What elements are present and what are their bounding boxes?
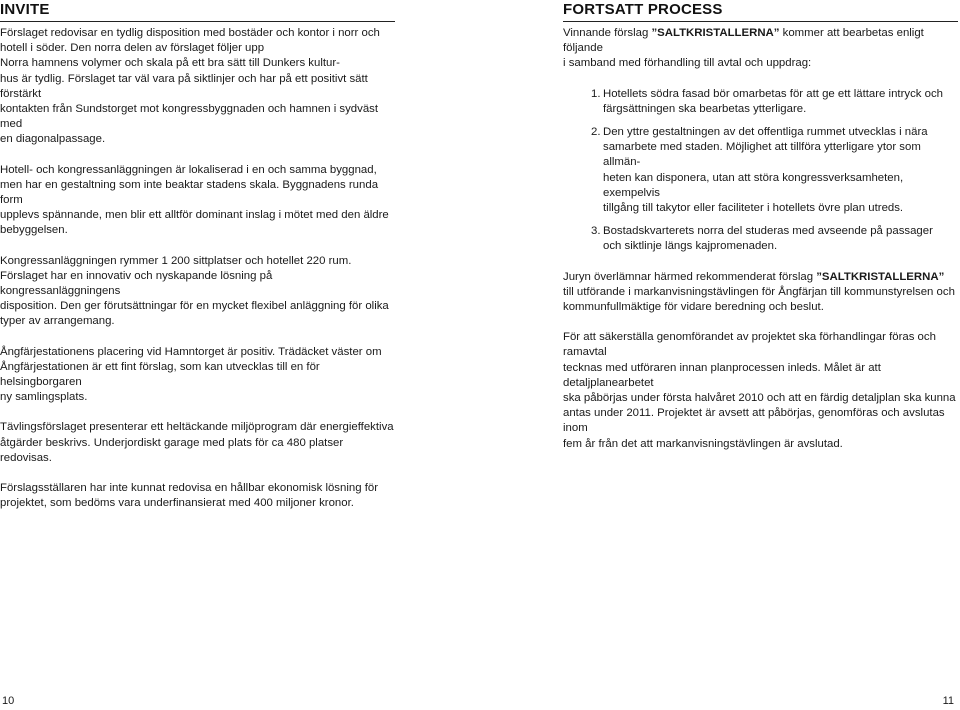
paragraph-ferry-station: Ångfärjestationens placering vid Hamntorget är positiv. Trädäcket väster om Ångfärjestationen är ett fint förslag, som kan utvecklas till en för helsingborgaren ny samlingsplats. [0, 345, 382, 404]
jury-text-after: till utförande i markanvisningstävlingen för Ångfärjan till kommunstyrelsen och kommunfullmäktige för vidare beredning och beslut. [563, 285, 955, 314]
list-number: 1. [591, 87, 601, 100]
page-number-right: 11 [942, 695, 954, 707]
list-item [563, 224, 958, 254]
heading-rule [0, 21, 395, 22]
paragraph-jury [563, 270, 958, 316]
page-number-left: 10 [2, 695, 15, 707]
list-number: 3. [591, 225, 601, 238]
paragraph-capacity: Kongressanläggningen rymmer 1 200 sittplatser och hotellet 220 rum. Förslaget har en innovativ och nyskapande lösning på kongressanläggningens disposition. Den ger förutsättningar för en mycket flexibel anläggning för olika typer av arrangemang. [0, 254, 389, 328]
list-text: Bostadskvarterets norra del studeras med avseende på passager och siktlinje längs kajpromenaden. [603, 225, 933, 253]
intro-text-before: Vinnande förslag [563, 27, 652, 39]
heading-rule [563, 21, 958, 22]
paragraph-environment: Tävlingsförslaget presenterar ett heltäckande miljöprogram där energieffektiva åtgärder beskrivs. Underjordiskt garage med plats för ca 480 platser redovisas. [0, 421, 394, 464]
paragraph-intro [563, 26, 958, 72]
list-number: 2. [591, 126, 601, 139]
right-column [563, 0, 958, 452]
winner-name: ”SALTKRISTALLERNA” [651, 27, 780, 39]
left-column [0, 0, 395, 511]
process-list [563, 87, 958, 255]
list-item [563, 87, 958, 117]
jury-text-before: Juryn överlämnar härmed rekommenderat förslag [563, 270, 817, 283]
recommended-name: ”SALTKRISTALLERNA” [816, 270, 945, 283]
paragraph-disposition: Förslaget redovisar en tydlig disposition med bostäder och kontor i norr och hotell i söder. Den norra delen av förslaget följer upp Norra hamnens volymer och skala på ett bra sätt till Dunkers kultur- hus är tydlig. Förslaget tar väl vara på siktlinjer och har på ett positivt sätt förstärkt kontakten från Sundstorget mot kongressbyggnaden och hamnen i sydväst med en diagonalpassage. [0, 27, 380, 146]
list-text: Den yttre gestaltningen av det offentliga rummet utvecklas i nära samarbete med staden. Möjlighet att tillföra ytterligare ytor som allmän- heten kan disponera, utan att störa kongressverksamheten, exempelvis tillgång till takytor eller faciliteter i hotellets övre plan utreds. [603, 126, 928, 215]
invite-heading: INVITE [0, 1, 50, 18]
process-heading: FORTSATT PROCESS [563, 1, 723, 18]
paragraph-hotel-congress: Hotell- och kongressanläggningen är lokaliserad i en och samma byggnad, men har en gestaltning som inte beaktar stadens skala. Byggnadens runda form upplevs spännande, men blir ett alltför dominant inslag i mötet med den äldre bebyggelsen. [0, 163, 389, 237]
list-item [563, 125, 958, 216]
paragraph-economy: Förslagsställaren har inte kunnat redovisa en hållbar ekonomisk lösning för projektet, som bedöms vara underfinansierat med 400 miljoner kronor. [0, 482, 378, 510]
intro-text-after: kommer att bearbetas enligt följande i samband med förhandling till avtal och uppdrag: [563, 27, 924, 70]
list-text: Hotellets södra fasad bör omarbetas för att ge ett lättare intryck och färgsättningen ska bearbetas ytterligare. [603, 87, 943, 115]
paragraph-implementation: För att säkerställa genomförandet av projektet ska förhandlingar föras och ramavtal tecknas med utföraren innan planprocessen inleds. Målet är att detaljplanearbetet ska påbörjas under första halvåret 2010 och att en färdig detaljplan ska kunna antas under 2011. Projektet är avsett att påbörjas, genomföras och avslutas inom fem år från det att markanvisningstävlingen är avslutad. [563, 331, 956, 450]
